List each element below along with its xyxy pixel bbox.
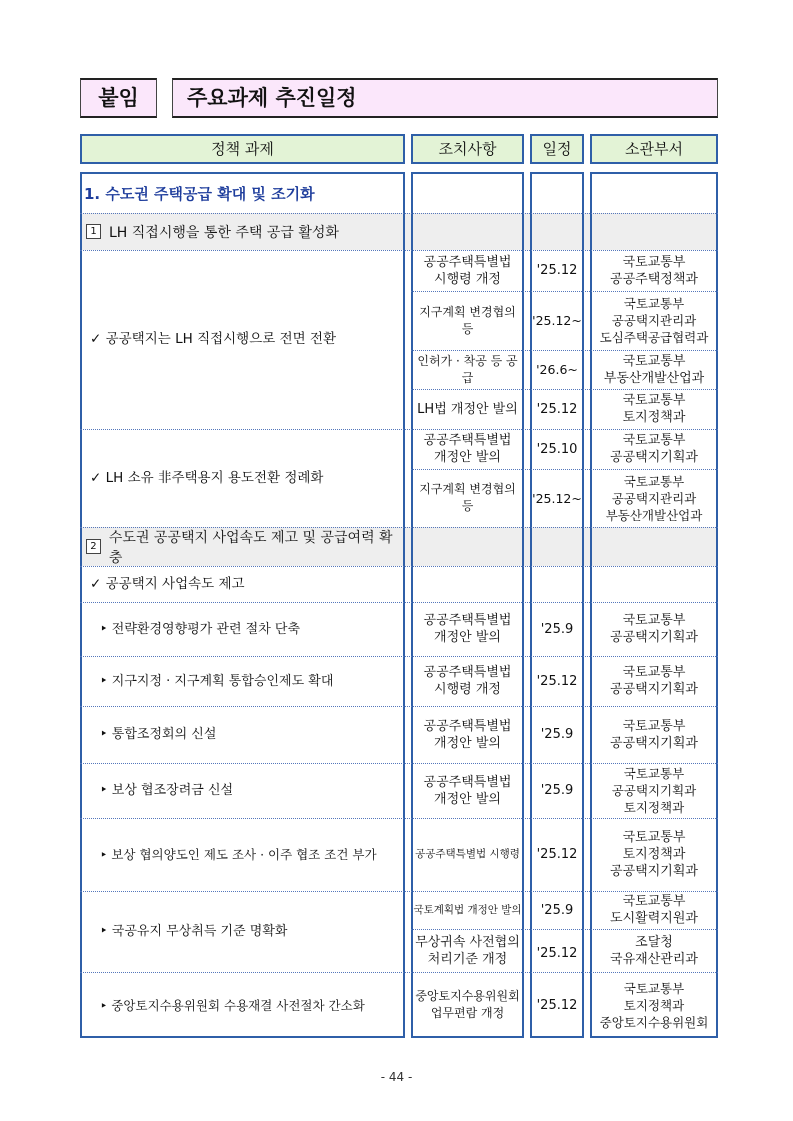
schedule-cell: '25.12 <box>536 946 578 961</box>
dept-line: 국토교통부 <box>622 830 686 845</box>
page-number: - 44 - <box>380 1070 413 1084</box>
dept-cell <box>592 763 716 818</box>
number-box-2: 2 <box>86 539 101 554</box>
dept-line: 조달청 <box>635 934 673 950</box>
dept-line: 국토교통부 <box>622 393 686 408</box>
dept-line: 국토교통부 <box>622 665 686 680</box>
action-cell <box>413 891 522 929</box>
page-title <box>172 78 718 118</box>
schedule-cell: '25.12 <box>536 673 578 689</box>
dept-line: 공공택지관리과 <box>611 490 697 506</box>
dept-line: 중앙토지수용위원회 <box>599 1014 709 1030</box>
task-subitem: ‣ 국공유지 무상취득 기준 명확화 <box>100 924 288 939</box>
action-line: 중앙토지수용위원회 <box>415 989 520 1003</box>
dept-line: 국토교통부 <box>622 254 686 270</box>
number-box-1: 1 <box>86 224 101 239</box>
dept-line: 도심주택공급협력과 <box>599 330 709 345</box>
dept-line: 공공택지기획과 <box>611 783 697 798</box>
dept-line: 부동산개발산업과 <box>603 370 705 386</box>
column-header-policy: 정책 과제 <box>80 134 405 164</box>
column-header-schedule: 일정 <box>530 134 584 164</box>
dept-cell <box>592 350 716 389</box>
page-title-text: 주요과제 추진일정 <box>187 86 357 110</box>
dept-line: 토지정책과 <box>622 847 686 862</box>
schedule-cell: '25.12 <box>536 997 578 1013</box>
section-heading <box>84 174 402 213</box>
action-line: 업무편람 개정 <box>430 1006 505 1020</box>
dept-line: 국토교통부 <box>622 433 686 448</box>
action-line: 지구계획 변경협의 등 <box>419 482 516 513</box>
task-item: ✓ 공공택지는 LH 직접시행으로 전면 전환 <box>90 331 337 347</box>
dept-line: 국토교통부 <box>623 766 685 781</box>
dept-cell <box>592 602 716 656</box>
action-line: LH법 개정안 발의 <box>417 401 518 417</box>
dept-line: 공공택지기획과 <box>610 450 698 465</box>
dept-line: 공공주택정책과 <box>610 271 698 287</box>
dept-line: 공공택지기획과 <box>610 630 698 645</box>
action-line: 개정안 발의 <box>434 735 501 751</box>
action-line: 시행령 개정 <box>434 682 501 697</box>
dept-cell <box>592 656 716 706</box>
schedule-cell: '25.12~ <box>532 313 582 328</box>
dept-line: 부동산개발산업과 <box>605 507 703 523</box>
task-subitem: ‣ 중앙토지수용위원회 수용재결 사전절차 간소화 <box>100 997 365 1013</box>
dept-cell <box>592 469 716 527</box>
action-line: 개정안 발의 <box>434 450 501 465</box>
dept-line: 공공택지기획과 <box>610 735 698 751</box>
action-line: 인허가 · 착공 등 공급 <box>417 353 518 385</box>
action-line: 공공주택특별법 시행령 <box>415 848 520 860</box>
dept-cell <box>592 389 716 429</box>
action-cell <box>413 763 522 818</box>
action-cell <box>413 429 522 469</box>
dept-cell <box>592 972 716 1038</box>
task-subitem: ‣ 통합조정회의 신설 <box>100 727 217 742</box>
schedule-cell: '25.12~ <box>532 490 582 506</box>
appendix-tag-text: 붙임 <box>98 86 139 110</box>
dept-cell <box>592 291 716 350</box>
dept-cell <box>592 429 716 469</box>
dept-line: 국유재산관리과 <box>610 951 698 967</box>
action-cell <box>413 818 522 891</box>
action-cell <box>413 602 522 656</box>
subsection-heading-2 <box>86 527 404 566</box>
action-line: 처리기준 개정 <box>427 951 508 967</box>
dept-line: 국토교통부 <box>622 894 686 909</box>
action-line: 무상귀속 사전협의 <box>415 934 520 950</box>
task-subitem: ‣ 전략환경영향평가 관련 절차 단축 <box>100 621 301 637</box>
task-subitem: ‣ 보상 협조장려금 신설 <box>100 783 234 798</box>
dept-line: 국토교통부 <box>622 613 686 628</box>
task-subitem: ‣ 지구지정 · 지구계획 통합승인제도 확대 <box>100 673 334 689</box>
action-line: 시행령 개정 <box>434 271 501 287</box>
dept-line: 국토교통부 <box>622 353 686 369</box>
task-subitem: ‣ 보상 협의양도인 제도 조사 · 이주 협조 조건 부가 <box>100 847 377 862</box>
dept-line: 토지정책과 <box>623 997 685 1013</box>
action-line: 공공주택특별법 <box>423 774 512 790</box>
dept-cell <box>592 929 716 972</box>
action-cell <box>413 929 522 972</box>
action-cell <box>413 469 522 527</box>
action-cell <box>413 350 522 389</box>
action-line: 공공주택특별법 <box>423 254 512 270</box>
schedule-cell: '25.12 <box>536 847 578 862</box>
action-cell <box>413 706 522 763</box>
action-line: 국토계획법 개정안 발의 <box>413 903 522 916</box>
action-cell <box>413 656 522 706</box>
dept-line: 국토교통부 <box>622 718 686 734</box>
dept-line: 공공택지기획과 <box>610 864 698 879</box>
dept-line: 국토교통부 <box>623 980 685 996</box>
action-line: 공공주택특별법 <box>423 433 512 448</box>
task-item: ✓ 공공택지 사업속도 제고 <box>90 575 245 592</box>
action-cell <box>413 250 522 291</box>
schedule-cell: '25.9 <box>540 783 574 798</box>
dept-line: 토지정책과 <box>623 800 685 815</box>
dept-line: 도시활력지원과 <box>610 911 698 926</box>
dept-cell <box>592 250 716 291</box>
section-heading-text: 1. 수도권 주택공급 확대 및 조기화 <box>84 185 315 203</box>
task-item: ✓ LH 소유 非주택용지 용도전환 정례화 <box>90 469 324 486</box>
subsection-heading-1-text: LH 직접시행을 통한 주택 공급 활성화 <box>109 224 339 241</box>
column-header-action: 조치사항 <box>411 134 524 164</box>
action-cell <box>413 389 522 429</box>
action-line: 개정안 발의 <box>434 630 501 645</box>
appendix-tag <box>80 78 157 118</box>
dept-line: 국토교통부 <box>623 296 685 311</box>
schedule-cell: '25.12 <box>536 401 578 417</box>
action-line: 개정안 발의 <box>434 791 501 807</box>
schedule-cell: '26.6~ <box>536 362 578 377</box>
schedule-cell: '25.10 <box>536 441 578 457</box>
schedule-cell: '25.9 <box>540 902 574 918</box>
action-cell <box>413 291 522 350</box>
column-header-dept: 소관부서 <box>590 134 718 164</box>
dept-cell <box>592 818 716 891</box>
dept-line: 토지정책과 <box>622 410 686 425</box>
action-line: 공공주택특별법 <box>423 718 512 734</box>
dept-cell <box>592 706 716 763</box>
subsection-heading-1 <box>86 213 404 250</box>
dept-cell <box>592 891 716 929</box>
schedule-cell: '25.12 <box>536 263 578 278</box>
schedule-cell: '25.9 <box>540 727 574 742</box>
dept-line: 공공택지관리과 <box>611 313 697 328</box>
subsection-heading-2-text: 수도권 공공택지 사업속도 제고 및 공급여력 확충 <box>108 529 393 566</box>
action-cell <box>413 972 522 1038</box>
dept-line: 국토교통부 <box>623 473 685 489</box>
action-line: 공공주택특별법 <box>423 665 512 680</box>
action-line: 공공주택특별법 <box>423 613 512 628</box>
schedule-cell: '25.9 <box>540 621 574 637</box>
action-line: 지구계획 변경협의 등 <box>419 304 516 336</box>
dept-line: 공공택지기획과 <box>610 682 698 697</box>
